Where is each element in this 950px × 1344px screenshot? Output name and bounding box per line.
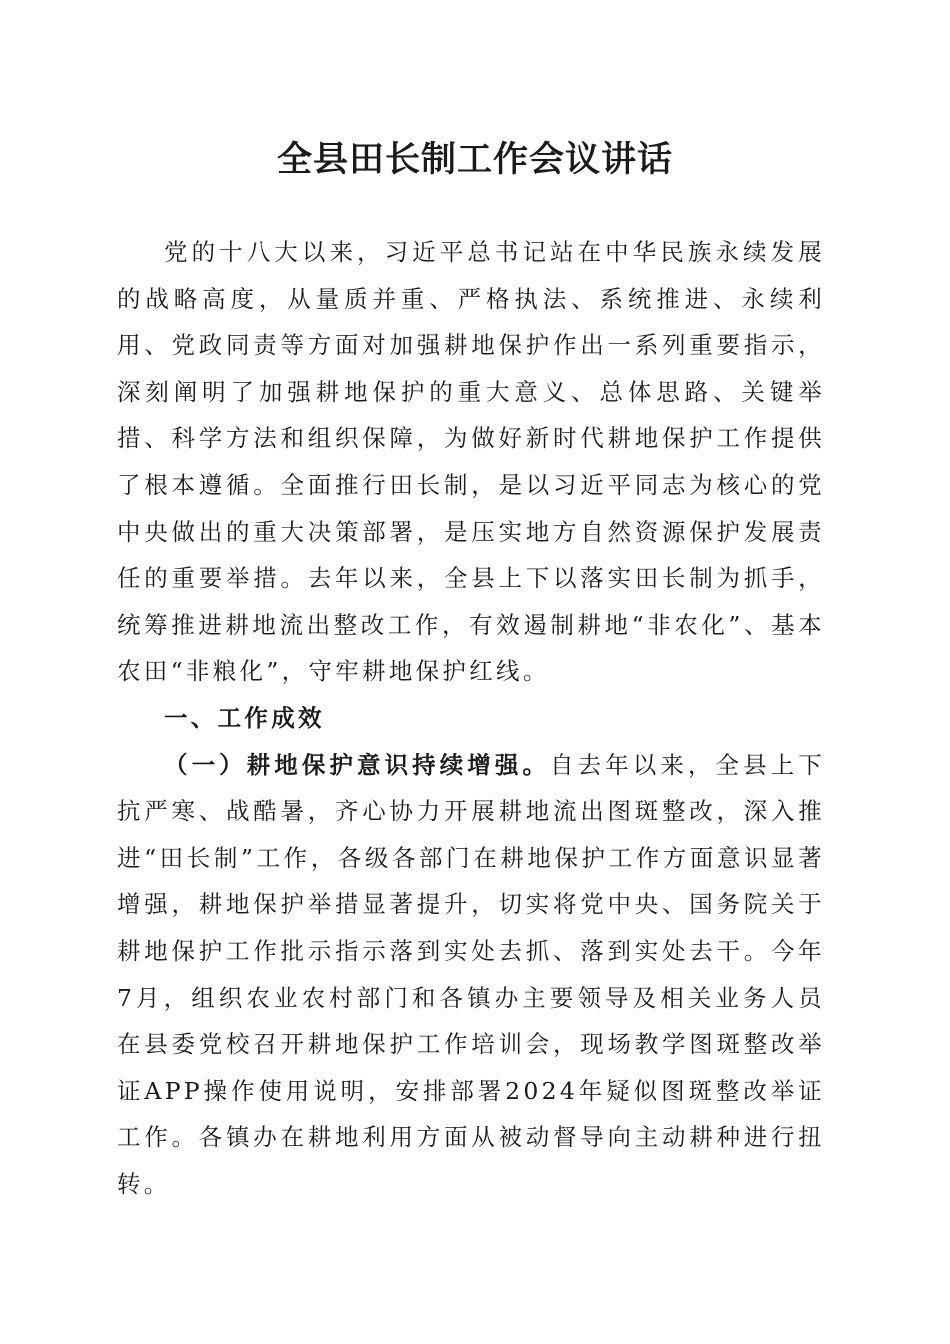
subsection-heading: （一）耕地保护意识持续增强。 (164, 750, 551, 779)
intro-paragraph: 党的十八大以来，习近平总书记站在中华民族永续发展的战略高度，从量质并重、严格执法、系统推进、永续利用、党政同责等方面对加强耕地保护作出一系列重要指示，深刻阐明了加强耕地保护的重大意义、总体思路、关键举措、科学方法和组织保障，为做好新时代耕地保护工作提供了根本遵循。全面推行田长制，是以习近平同志为核心的党中央做出的重大决策部署，是压实地方自然资源保护发展责任的重要举措。去年以来，全县上下以落实田长制为抓手，统筹推进耕地流出整改工作，有效遏制耕地“非农化”、基本农田“非粮化”，守牢耕地保护红线。 (117, 238, 825, 686)
section-heading-work-results: 一、工作成效 (164, 703, 325, 732)
subsection-paragraph (117, 742, 825, 1208)
subsection-text: 自去年以来，全县上下抗严寒、战酷暑，齐心协力开展耕地流出图斑整改，深入推进“田长制”工作，各级各部门在耕地保护工作方面意识显著增强，耕地保护举措显著提升，切实将党中央、国务院关于耕地保护工作批示指示落到实处去抓、落到实处去干。今年7月，组织农业农村部门和各镇办主要领导及相关业务人员在县委党校召开耕地保护工作培训会，现场教学图斑整改举证APP操作使用说明，安排部署2024年疑似图斑整改举证工作。各镇办在耕地利用方面从被动督导向主动耕种进行扭转。 (117, 750, 826, 1198)
document-title: 全县田长制工作会议讲话 (276, 139, 673, 180)
document-body (117, 229, 825, 1207)
